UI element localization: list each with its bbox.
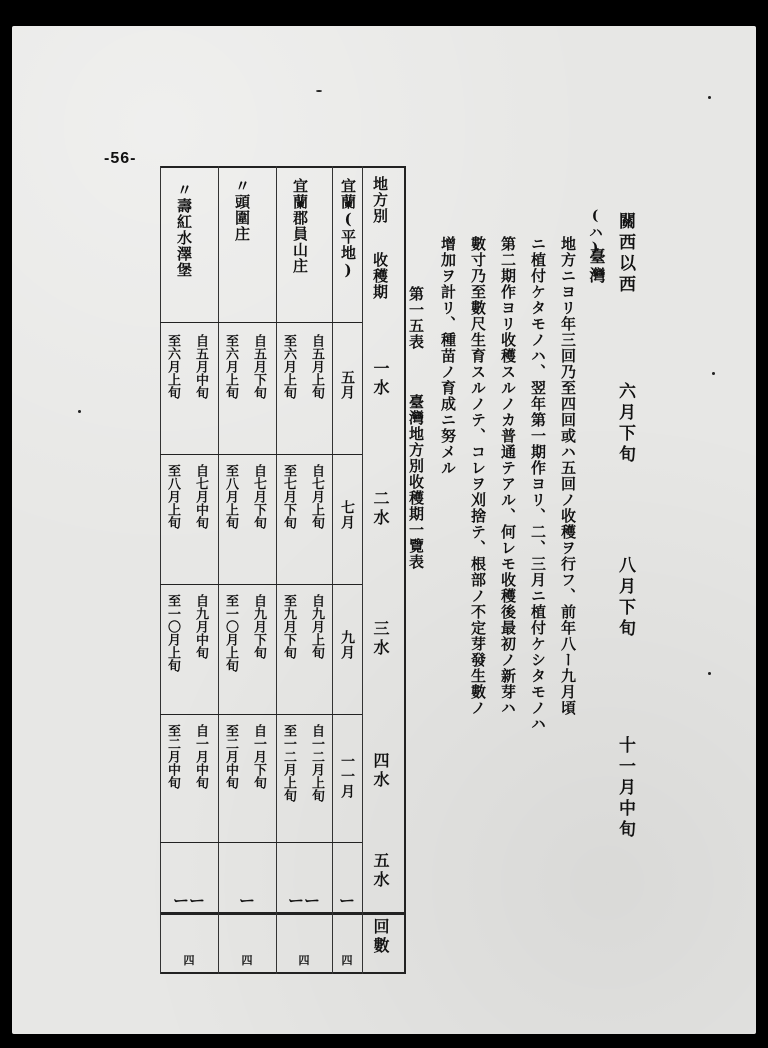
- page-number: -56-: [104, 150, 137, 167]
- section-mark: (ハ): [587, 208, 603, 257]
- row-3-harvest-4-to: 至二月中旬: [223, 724, 238, 789]
- row-1-region: 宜蘭(平地): [339, 178, 357, 280]
- row-3-harvest-1-from: 自五月下旬: [251, 334, 266, 399]
- row-2-harvest-4-from: 自一二月上旬: [309, 724, 324, 802]
- body-line-1: 關西以西: [615, 212, 635, 296]
- row-2-harvest-1-to: 至六月上旬: [281, 334, 296, 399]
- row-3-harvest-4-from: 自一月下旬: [251, 724, 266, 789]
- header-count: 回數: [371, 918, 390, 956]
- row-2-harvest-2-to: 至七月下旬: [281, 464, 296, 529]
- row-4-harvest-1-to: 至六月上旬: [165, 334, 180, 399]
- row-4-harvest-4-to: 至二月中旬: [165, 724, 180, 789]
- table-caption: 臺灣地方別收穫期一覽表: [407, 394, 425, 570]
- row-2-count: 四: [298, 954, 310, 967]
- row-4-harvest-2-from: 自七月中旬: [193, 464, 208, 529]
- row-1-count: 四: [341, 954, 353, 967]
- table-row-rule: [160, 454, 362, 455]
- table-row-rule: [160, 842, 362, 843]
- header-period: 收穫期: [371, 252, 389, 300]
- row-2-harvest-5: ーー: [287, 891, 321, 910]
- table-col-divider: [362, 166, 363, 974]
- row-3-harvest-2-from: 自七月下旬: [251, 464, 266, 529]
- header-harvest-1: 一水: [371, 360, 390, 398]
- row-1-harvest-5: ー: [338, 891, 356, 910]
- row-4-count: 四: [183, 954, 195, 967]
- row-1-harvest-2: 七月: [339, 500, 355, 530]
- row-2-harvest-1-from: 自五月上旬: [309, 334, 324, 399]
- body-line-4: ニ植付ケタモノハ、翌年第一期作ヨリ、二、三月ニ植付ケシタモノハ: [529, 236, 547, 732]
- body-line-7: 增加ヲ計リ、種苗ノ育成ニ努メル: [439, 236, 457, 476]
- row-3-harvest-3-from: 自九月下旬: [251, 594, 266, 659]
- table-row-rule: [160, 322, 362, 323]
- row-3-harvest-1-to: 至六月上旬: [223, 334, 238, 399]
- table-row-rule: [160, 714, 362, 715]
- row-2-harvest-2-from: 自七月上旬: [309, 464, 324, 529]
- row-1-harvest-3: 九月: [339, 630, 355, 660]
- row-4-harvest-3-from: 自九月中旬: [193, 594, 208, 659]
- body-line-1-h3: 十一月中旬: [615, 736, 635, 841]
- section-heading: 臺灣: [587, 248, 606, 286]
- scan-speck: [708, 672, 711, 675]
- table-col-divider: [332, 166, 333, 974]
- row-3-harvest-5: ー: [238, 891, 256, 910]
- row-3-region: 〃頭圍庄: [233, 178, 251, 242]
- row-3-harvest-3-to: 至一〇月上旬: [223, 594, 238, 672]
- row-3-count: 四: [241, 954, 253, 967]
- table-col-divider: [218, 166, 219, 974]
- row-4-region: 〃壽紅水澤堡: [175, 182, 193, 278]
- table-caption-number: 第一五表: [407, 286, 425, 350]
- table-left-border: [160, 166, 161, 974]
- row-4-harvest-3-to: 至一〇月上旬: [165, 594, 180, 672]
- row-2-harvest-3-from: 自九月上旬: [309, 594, 324, 659]
- row-2-harvest-4-to: 至一二月上旬: [281, 724, 296, 802]
- body-line-5: 第二期作ヨリ收穫スルノカ普通テアル、何レモ收穫後最初ノ新芽ハ: [499, 236, 517, 716]
- header-region: 地方別: [371, 176, 389, 224]
- scan-speck: [712, 372, 715, 375]
- row-4-harvest-1-from: 自五月中旬: [193, 334, 208, 399]
- header-harvest-5: 五水: [371, 852, 390, 890]
- table-top-rule: [160, 166, 406, 168]
- row-1-harvest-1: 五月: [339, 370, 355, 400]
- row-2-region: 宜蘭郡員山庄: [291, 178, 309, 274]
- body-line-1-h1: 六月下旬: [615, 382, 635, 466]
- row-4-harvest-2-to: 至八月上旬: [165, 464, 180, 529]
- row-4-harvest-4-from: 自一月中旬: [193, 724, 208, 789]
- header-harvest-4: 四水: [371, 752, 390, 790]
- scan-speck: [316, 90, 322, 92]
- table-base-rule: [160, 972, 406, 974]
- row-3-harvest-2-to: 至八月上旬: [223, 464, 238, 529]
- body-line-1-h2: 八月下旬: [615, 556, 635, 640]
- row-4-harvest-5: ーー: [172, 891, 206, 910]
- scan-speck: [78, 410, 81, 413]
- table-col-divider: [276, 166, 277, 974]
- table-bottom-rule: [160, 912, 406, 915]
- scan-speck: [708, 96, 711, 99]
- header-harvest-3: 三水: [371, 620, 390, 658]
- table-row-rule: [160, 584, 362, 585]
- table-right-border: [404, 166, 406, 974]
- body-line-3: 地方ニヨリ年三回乃至四回或ハ五回ノ收穫ヲ行フ、前年八ー九月頃: [559, 236, 577, 716]
- row-1-harvest-4: 一一月: [339, 754, 355, 799]
- header-harvest-2: 二水: [371, 490, 390, 528]
- body-line-6: 數寸乃至數尺生育スルノテ、コレヲ刈捨テ、根部ノ不定芽發生數ノ: [469, 236, 487, 716]
- row-2-harvest-3-to: 至九月下旬: [281, 594, 296, 659]
